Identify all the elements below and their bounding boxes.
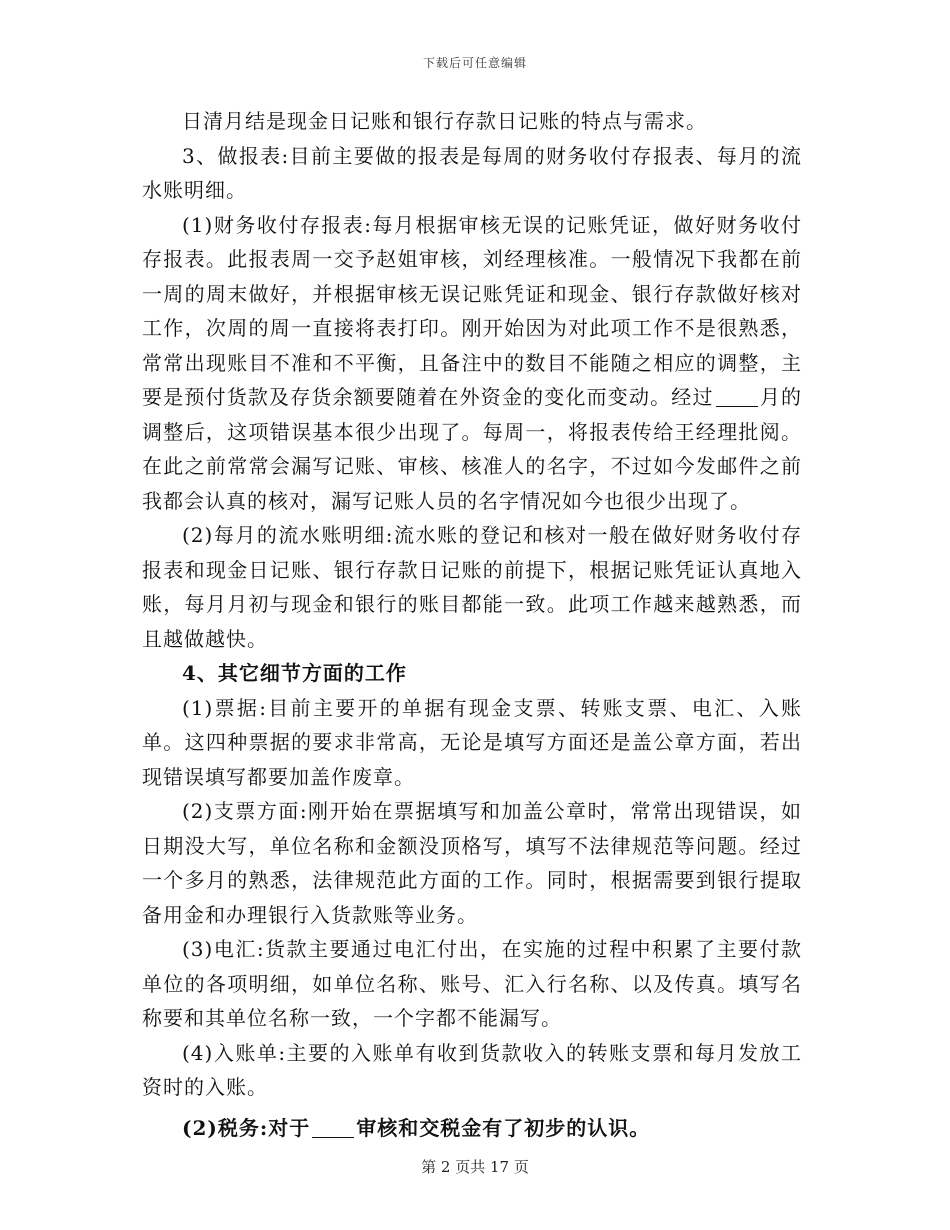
paragraph-bills: (1)票据:目前主要开的单据有现金支票、转账支票、电汇、入账单。这四种票据的要求非常高，无论是填写方面还是盖公章方面，若出现错误填写都要加盖作废章。	[142, 695, 802, 789]
paragraph-weekly-report-part2: 月的调整后，这项错误基本很少出现了。每周一，将报表传给王经理批阅。在此之前常常会漏写记账、审核、核准人的名字，不过如今发邮件之前我都会认真的核对，漏写记账人员的名字情况如今也很少出现了。	[142, 385, 803, 513]
page-header: 下载后可任意编辑	[422, 56, 527, 70]
paragraph-weekly-report-part1: (1)财务收付存报表:每月根据审核无误的记账凭证，做好财务收付存报表。此报表周一交予赵姐审核，刘经理核准。一般情况下我都在前一周的周末做好，并根据审核无误记账凭证和现金、银行存款做好核对工作，次周的周一直接将表打印。刚开始因为对此项工作不是很熟悉，常常出现账目不准和不平衡，且备注中的数目不能随之相应的调整，主要是预付货款及存货余额要随着在外资金的变化而变动。经过	[142, 212, 802, 409]
section-heading-other-work: 4、其它细节方面的工作	[182, 661, 407, 685]
paragraph-monthly-ledger: (2)每月的流水账明细:流水账的登记和核对一般在做好财务收付存报表和现金日记账、银行存款日记账的前提下，根据记账凭证认真地入账，每月月初与现金和银行的账目都能一致。此项工作越来越熟悉，而且越做越快。	[142, 523, 802, 651]
paragraph-1: 日清月结是现金日记账和银行存款日记账的特点与需求。	[182, 109, 707, 133]
paragraph-tax-part2: 审核和交税金有了初步的认识。	[356, 1115, 651, 1140]
fill-in-blank	[716, 386, 758, 407]
paragraph-tax	[142, 1111, 802, 1146]
page-footer: 第 2 页共 17 页	[421, 1158, 529, 1176]
paragraph-reports: 3、做报表:目前主要做的报表是每周的财务收付存报表、每月的流水账明细。	[142, 143, 802, 202]
paragraph-wire-transfer: (3)电汇:货款主要通过电汇付出，在实施的过程中积累了主要付款单位的各项明细，如单位名称、账号、汇入行名称、以及传真。填写名称要和其单位名称一致，一个字都不能漏写。	[142, 937, 802, 1030]
paragraph-cheques: (2)支票方面:刚开始在票据填写和加盖公章时，常常出现错误，如日期没大写，单位名称和金额没顶格写，填写不法律规范等问题。经过一个多月的熟悉，法律规范此方面的工作。同时，根据需要到银行提取备用金和办理银行入货款账等业务。	[142, 799, 802, 927]
document-body	[142, 104, 802, 1145]
paragraph-tax-part1: (2)税务:对于	[182, 1115, 311, 1140]
paragraph-deposit-slip: (4)入账单:主要的入账单有收到货款收入的转账支票和每月发放工资时的入账。	[142, 1040, 802, 1099]
paragraph-weekly-report	[142, 208, 802, 519]
fill-in-blank-tax	[312, 1117, 354, 1138]
